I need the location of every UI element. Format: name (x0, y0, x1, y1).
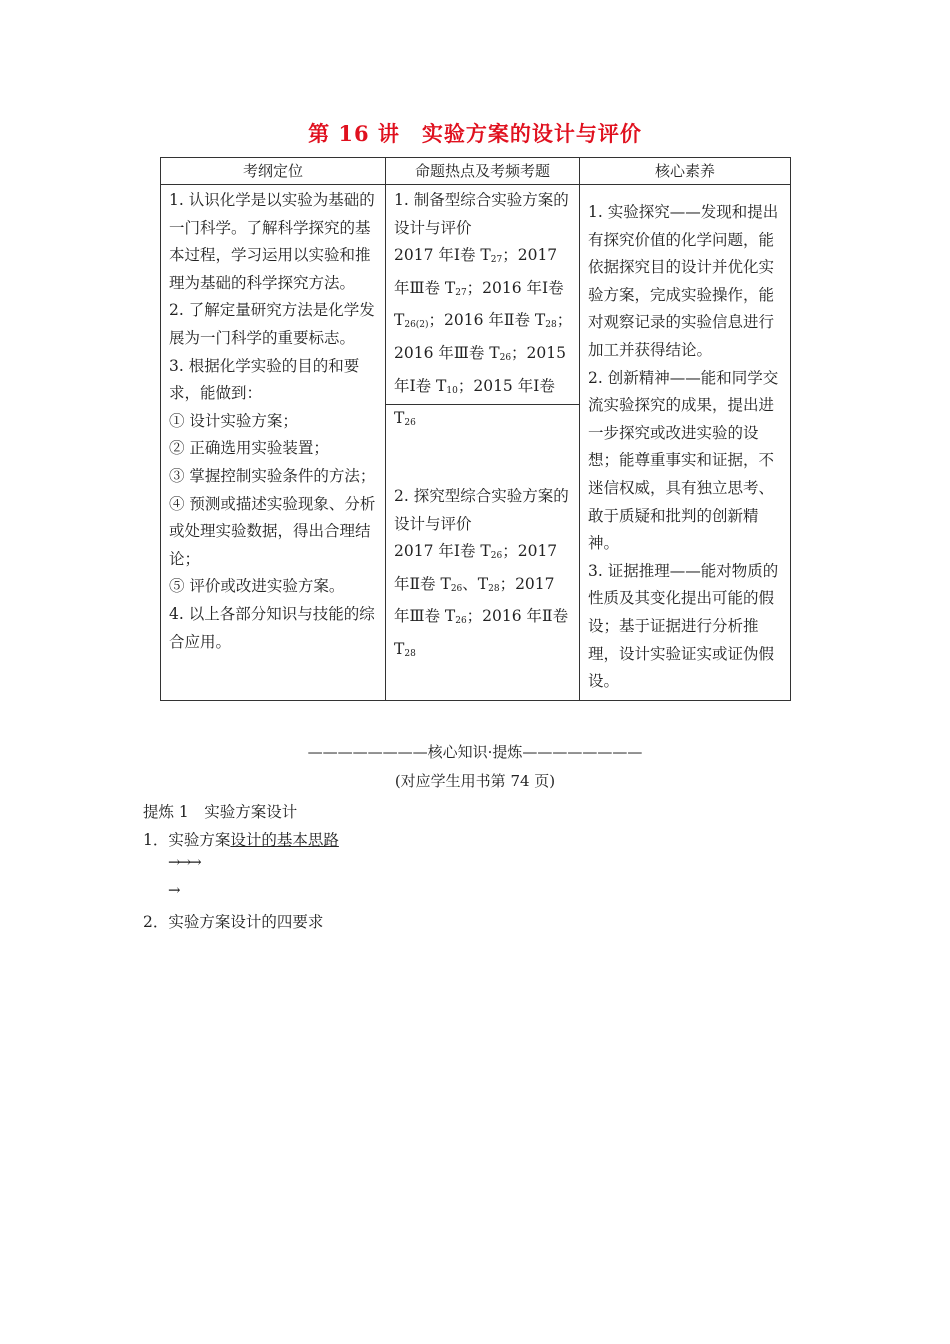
header-syllabus: 考纲定位 (161, 158, 386, 185)
hotspot-explore-exams: 2017 年Ⅰ卷 $T_{26}$；2017 年Ⅱ卷 $T_{26}$、$T_{28}$；2017 年Ⅲ卷 $T_{26}$；2016 年Ⅱ卷 $T_{28}$ (394, 542, 569, 659)
item1-heading: 1．实验方案设计的基本思路 (143, 831, 339, 849)
hotspot-prep-title: 1. 制备型综合实验方案的设计与评价 (394, 191, 569, 237)
flow-arrows-row2: → (168, 881, 179, 899)
syllabus-item: 4. 以上各部分知识与技能的综合应用。 (169, 604, 375, 651)
header-literacy: 核心素养 (580, 158, 791, 185)
page-reference: (对应学生用书第 74 页) (394, 772, 556, 790)
tilian-heading: 提炼 1 实验方案设计 (143, 803, 298, 821)
syllabus-item: 3. 根据化学实验的目的和要求，能做到： (169, 356, 360, 403)
hotspot-explore-title: 2. 探究型综合实验方案的设计与评价 (394, 487, 569, 533)
literacy-item: 1. 实验探究——发现和提出有探究价值的化学问题，能依据探究目的设计并优化实验方案，完成实验操作，能对观察记录的实验信息进行加工并获得结论。 (588, 203, 779, 359)
hotspot-prep (386, 185, 579, 429)
syllabus-item: 1. 认识化学是以实验为基础的一门科学。了解科学探究的基本过程，学习运用以实验和推理为基础的科学探究方法。 (169, 191, 375, 292)
syllabus-subitem: ① 设计实验方案； (169, 411, 298, 430)
syllabus-subitem: ③ 掌握控制实验条件的方法； (169, 466, 376, 485)
header-hotspots: 命题热点及考频考题 (386, 158, 580, 185)
section-divider: ————————核心知识·提炼———————— (307, 743, 643, 761)
hotspot-prep-exams: 2017 年Ⅰ卷 $T_{27}$；2017 年Ⅲ卷 $T_{27}$；2016 年Ⅰ卷 $T_{26(2)}$；2016 年Ⅱ卷 $T_{28}$；2016 年Ⅲ卷 $T_{26}$；2015 年Ⅰ卷 $T_{10}$；2015 年Ⅰ卷 $T_{26}$ (394, 246, 573, 429)
syllabus-table (160, 157, 791, 701)
item2-heading: 2．实验方案设计的四要求 (143, 913, 324, 931)
syllabus-item: 2. 了解定量研究方法是化学发展为一门科学的重要标志。 (169, 301, 375, 347)
hotspots-cell (386, 185, 580, 701)
literacy-cell (580, 185, 791, 701)
syllabus-cell (161, 185, 386, 701)
literacy-item: 3. 证据推理——能对物质的性质及其变化提出可能的假设；基于证据进行分析推理，设计实验证实或证伪假设。 (588, 561, 779, 691)
literacy-item: 2. 创新精神——能和同学交流实验探究的成果，提出进一步探究或改进实验的设想；能尊重事实和证据，不迷信权威，具有独立思考、敢于质疑和批判的创新精神。 (588, 368, 779, 553)
syllabus-subitem: ⑤ 评价或改进实验方案。 (169, 577, 345, 596)
hotspot-explore (386, 405, 579, 673)
item1-underlined: 设计的基本思路 (230, 831, 339, 849)
flow-arrows-row1: →→→ (168, 853, 200, 871)
lecture-title: 第 16 讲 实验方案的设计与评价 (308, 121, 642, 146)
syllabus-subitem: ④ 预测或描述实验现象、分析或处理实验数据，得出合理结论； (169, 494, 376, 568)
syllabus-subitem: ② 正确选用实验装置； (169, 439, 329, 458)
